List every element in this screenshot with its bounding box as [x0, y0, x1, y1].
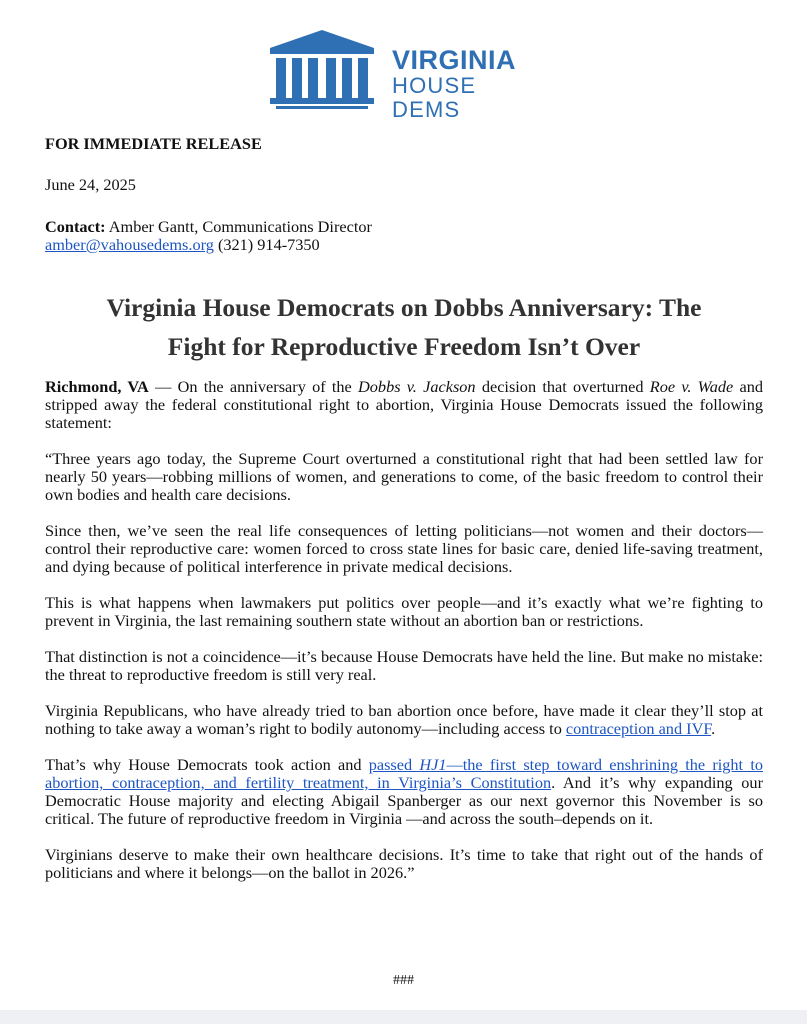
- roe-case-name: Roe v. Wade: [649, 377, 734, 396]
- headline-line-1: Virginia House Democrats on Dobbs Anniversary: The: [106, 293, 702, 322]
- logo-wordmark: [392, 46, 546, 122]
- contact-block: [45, 218, 763, 254]
- contact-email-link[interactable]: amber@vahousedems.org: [45, 235, 214, 254]
- paragraph-1: “Three years ago today, the Supreme Court overturned a constitutional right that had been settled law for nearly 50 years—robbing millions of women, and generations to come, of the basic freedom to control their own bodies and health care decisions.: [45, 449, 763, 504]
- statement-body: [45, 378, 763, 900]
- hj1-link-rest: —the first step toward enshrining the right to abortion, contraception, and fertility treatment, in Virginia’s Constitution: [45, 755, 763, 792]
- intro-text-2: decision that overturned: [475, 377, 650, 396]
- hj1-link-bill: HJ1: [419, 755, 447, 774]
- end-mark: ###: [393, 973, 414, 988]
- org-logo: [266, 26, 546, 122]
- paragraph-4: That distinction is not a coincidence—it’s because House Democrats have held the line. But make no mistake: the threat to reproductive freedom is still very real.: [45, 647, 763, 684]
- paragraph-6-start: That’s why House Democrats took action and: [45, 755, 369, 774]
- intro-paragraph: [45, 378, 763, 432]
- page-title: [40, 288, 768, 366]
- logo-line-virginia: VIRGINIA: [392, 45, 517, 75]
- paragraph-5-end: .: [711, 719, 716, 738]
- capitol-building-icon: [266, 26, 378, 110]
- paragraph-5: [45, 702, 763, 738]
- contraception-ivf-link[interactable]: contraception and IVF: [565, 719, 712, 738]
- intro-text-1: — On the anniversary of the: [148, 377, 359, 396]
- paragraph-7: Virginians deserve to make their own healthcare decisions. It’s time to take that right out of the hands of politicians and where it belongs—on the ballot in 2026.”: [45, 845, 763, 882]
- contact-phone: (321) 914-7350: [217, 235, 320, 254]
- release-date: June 24, 2025: [45, 175, 136, 194]
- case-name: Dobbs v. Jackson: [358, 377, 476, 396]
- paragraph-6: [45, 756, 763, 828]
- contact-name: Amber Gantt, Communications Director: [108, 217, 372, 236]
- headline-line-2: Fight for Reproductive Freedom Isn’t Over: [167, 332, 641, 361]
- paragraph-6-rest: . And it’s why expanding our Democratic House majority and electing Abigail Spanberger as our next governor this November is so critical. The future of reproductive freedom in Virginia —and across the south–depends on it.: [45, 773, 763, 828]
- hj1-link-prefix: passed: [368, 755, 420, 774]
- logo-line-house-dems: HOUSE DEMS: [392, 73, 477, 122]
- paragraph-2: Since then, we’ve seen the real life consequences of letting politicians—not women and their doctors—control their reproductive care: women forced to cross state lines for basic care, denied life-saving treatment, and dying because of political interference in private medical decisions.: [45, 521, 763, 576]
- release-label: FOR IMMEDIATE RELEASE: [45, 134, 262, 153]
- contact-label: Contact:: [45, 217, 106, 236]
- paragraph-3: This is what happens when lawmakers put politics over people—and it’s exactly what we’re fighting to prevent in Virginia, the last remaining southern state without an abortion ban or restrictions.: [45, 593, 763, 630]
- intro-text-3: and stripped away the federal constitutional right to abortion, Virginia House Democrats issued the following statement:: [45, 377, 764, 432]
- dateline: Richmond, VA: [45, 377, 149, 396]
- viewer-bottom-band: [0, 1010, 807, 1024]
- paragraph-5-text: Virginia Republicans, who have already tried to ban abortion once before, have made it clear they’ll stop at nothing to take away a woman’s right to bodily autonomy—including access to: [45, 701, 763, 738]
